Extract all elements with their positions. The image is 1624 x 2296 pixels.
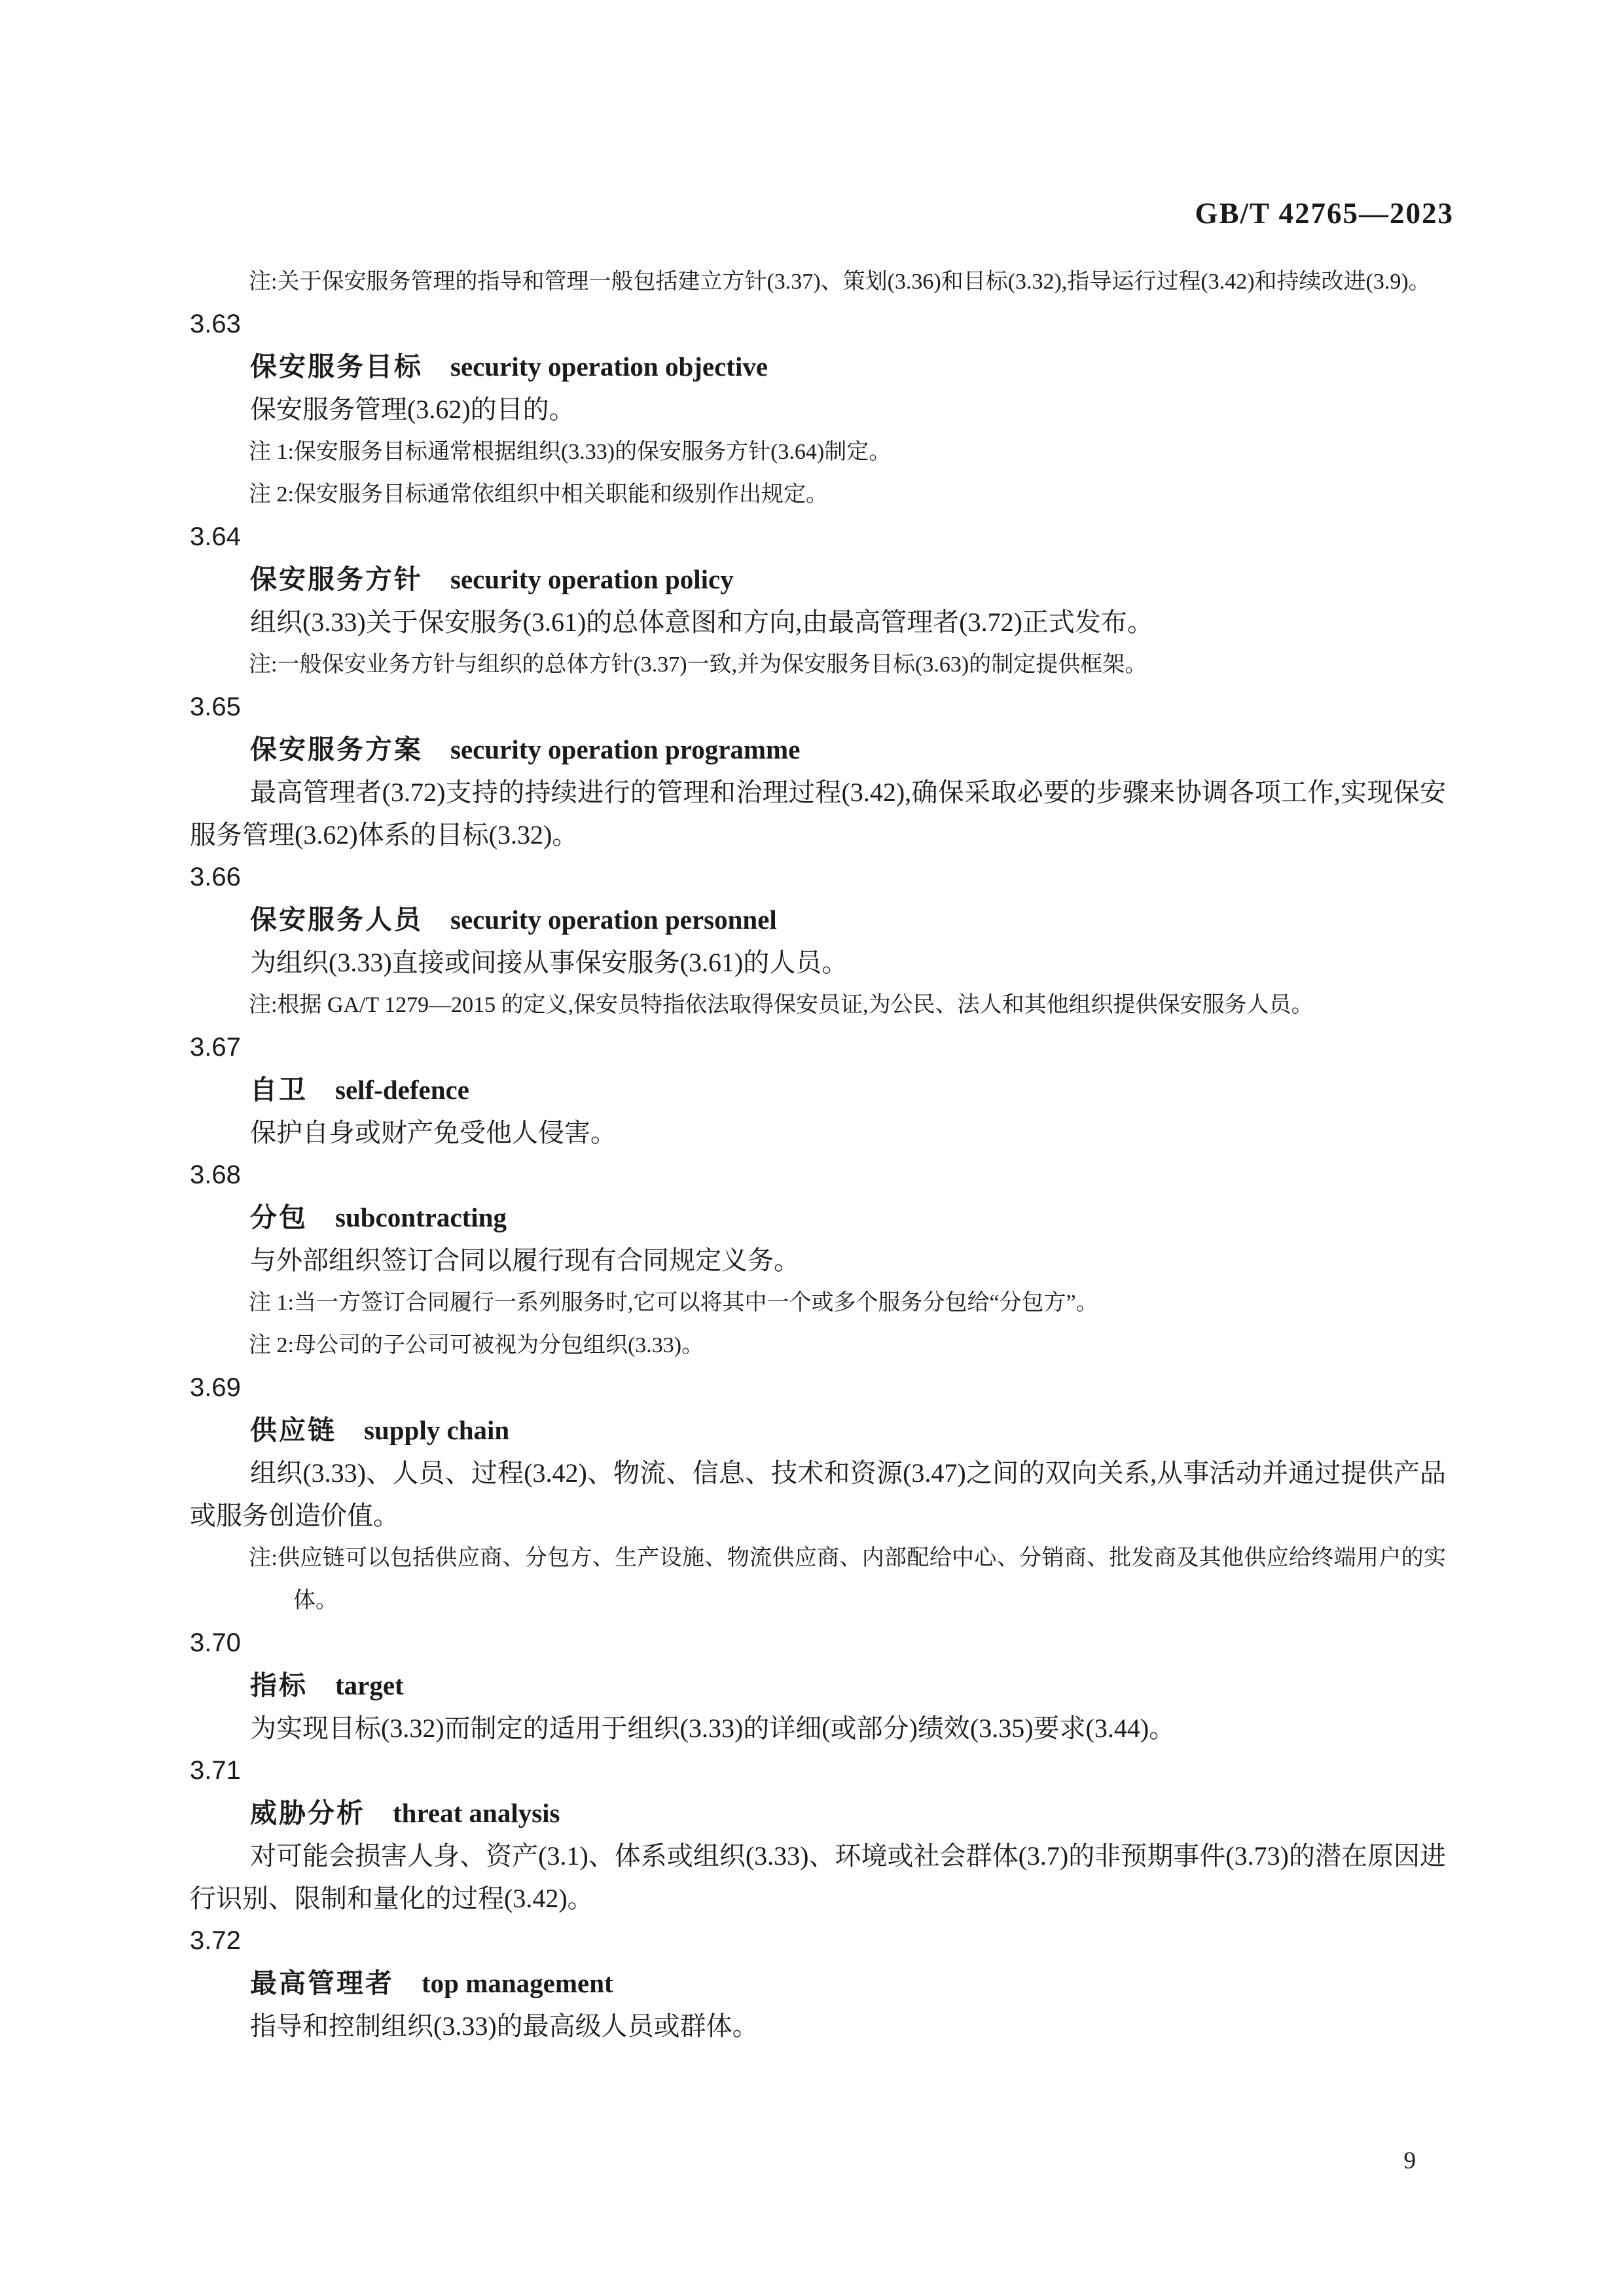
clause-number: 3.64	[190, 522, 241, 551]
term-chinese: 保安服务方案	[250, 734, 423, 764]
term-section-3-66	[190, 856, 1446, 1026]
term-note: 注:根据 GA/T 1279—2015 的定义,保安员特指依法取得保安员证,为公民、法人和其他组织提供保安服务人员。	[249, 993, 1314, 1017]
term-chinese: 指标	[250, 1670, 308, 1700]
term-english: top management	[422, 1968, 613, 1998]
term-chinese: 供应链	[250, 1415, 336, 1445]
clause-number: 3.71	[190, 1756, 241, 1785]
term-english: security operation policy	[450, 564, 734, 594]
term-heading	[190, 1409, 1446, 1452]
term-heading	[190, 558, 1446, 601]
term-chinese: 保安服务方针	[250, 564, 423, 594]
term-heading	[190, 346, 1446, 388]
term-chinese: 保安服务人员	[250, 905, 423, 935]
term-definition: 保护自身或财产免受他人侵害。	[250, 1118, 617, 1147]
clause-number: 3.67	[190, 1033, 241, 1062]
clause-number: 3.69	[190, 1373, 241, 1402]
term-heading	[190, 899, 1446, 941]
term-note: 注 1:当一方签订合同履行一系列服务时,它可以将其中一个或多个服务分包给“分包方”。	[249, 1291, 1098, 1315]
term-chinese: 最高管理者	[250, 1968, 394, 1998]
term-english: security operation objective	[450, 351, 768, 382]
term-heading	[190, 1069, 1446, 1111]
term-section-3-71	[190, 1749, 1446, 1920]
term-section-3-69	[190, 1367, 1446, 1622]
term-definition: 为组织(3.33)直接或间接从事保安服务(3.61)的人员。	[250, 948, 848, 977]
term-english: target	[335, 1670, 404, 1700]
standard-number-header: GB/T 42765—2023	[1195, 197, 1454, 230]
clause-number: 3.72	[190, 1926, 241, 1955]
term-definition: 为实现目标(3.32)而制定的适用于组织(3.33)的详细(或部分)绩效(3.35)要求(3.44)。	[250, 1713, 1176, 1743]
term-note: 注 2:母公司的子公司可被视为分包组织(3.33)。	[249, 1333, 704, 1357]
term-heading	[190, 1196, 1446, 1239]
term-section-3-72	[190, 1920, 1446, 2047]
clause-number: 3.63	[190, 310, 241, 338]
term-chinese: 威胁分析	[250, 1798, 365, 1828]
term-note: 注:供应链可以包括供应商、分包方、生产设施、物流供应商、内部配给中心、分销商、批发商及其他供应给终端用户的实体。	[249, 1546, 1446, 1613]
term-heading	[190, 1792, 1446, 1835]
term-english: self-defence	[335, 1075, 469, 1105]
clause-number: 3.68	[190, 1160, 241, 1189]
term-section-3-63	[190, 303, 1446, 516]
term-definition: 对可能会损害人身、资产(3.1)、体系或组织(3.33)、环境或社会群体(3.7)的非预期事件(3.73)的潜在原因进行识别、限制和量化的过程(3.42)。	[190, 1841, 1446, 1913]
term-english: threat analysis	[393, 1798, 560, 1828]
continuation-note: 注:关于保安服务管理的指导和管理一般包括建立方针(3.37)、策划(3.36)和目标(3.32),指导运行过程(3.42)和持续改进(3.9)。	[249, 270, 1431, 294]
term-note: 注 2:保安服务目标通常依组织中相关职能和级别作出规定。	[249, 482, 828, 507]
page-number: 9	[1403, 2147, 1416, 2174]
term-chinese: 自卫	[250, 1075, 308, 1105]
term-note: 注 1:保安服务目标通常根据组织(3.33)的保安服务方针(3.64)制定。	[249, 440, 892, 464]
term-heading	[190, 728, 1446, 771]
terms-content	[190, 260, 1446, 2047]
term-chinese: 分包	[250, 1202, 308, 1232]
term-definition: 组织(3.33)、人员、过程(3.42)、物流、信息、技术和资源(3.47)之间的双向关系,从事活动并通过提供产品或服务创造价值。	[190, 1458, 1446, 1530]
clause-number: 3.66	[190, 863, 241, 891]
term-english: subcontracting	[335, 1202, 507, 1232]
term-section-3-65	[190, 686, 1446, 856]
clause-number: 3.65	[190, 692, 241, 721]
term-definition: 指导和控制组织(3.33)的最高级人员或群体。	[250, 2011, 759, 2041]
clause-number: 3.70	[190, 1628, 241, 1657]
term-english: supply chain	[364, 1415, 510, 1445]
term-section-3-64	[190, 516, 1446, 686]
term-definition: 与外部组织签订合同以履行现有合同规定义务。	[250, 1246, 800, 1275]
term-definition: 保安服务管理(3.62)的目的。	[250, 395, 575, 424]
term-section-3-70	[190, 1622, 1446, 1749]
term-definition: 最高管理者(3.72)支持的持续进行的管理和治理过程(3.42),确保采取必要的步骤来协调各项工作,实现保安服务管理(3.62)体系的目标(3.32)。	[190, 778, 1446, 850]
term-note: 注:一般保安业务方针与组织的总体方针(3.37)一致,并为保安服务目标(3.63)的制定提供框架。	[249, 653, 1147, 677]
term-heading	[190, 1962, 1446, 2005]
term-section-3-68	[190, 1154, 1446, 1367]
term-heading	[190, 1664, 1446, 1707]
term-chinese: 保安服务目标	[250, 351, 423, 382]
term-english: security operation programme	[450, 734, 801, 764]
term-definition: 组织(3.33)关于保安服务(3.61)的总体意图和方向,由最高管理者(3.72)正式发布。	[250, 607, 1153, 637]
term-english: security operation personnel	[450, 905, 777, 935]
term-section-3-67	[190, 1026, 1446, 1154]
